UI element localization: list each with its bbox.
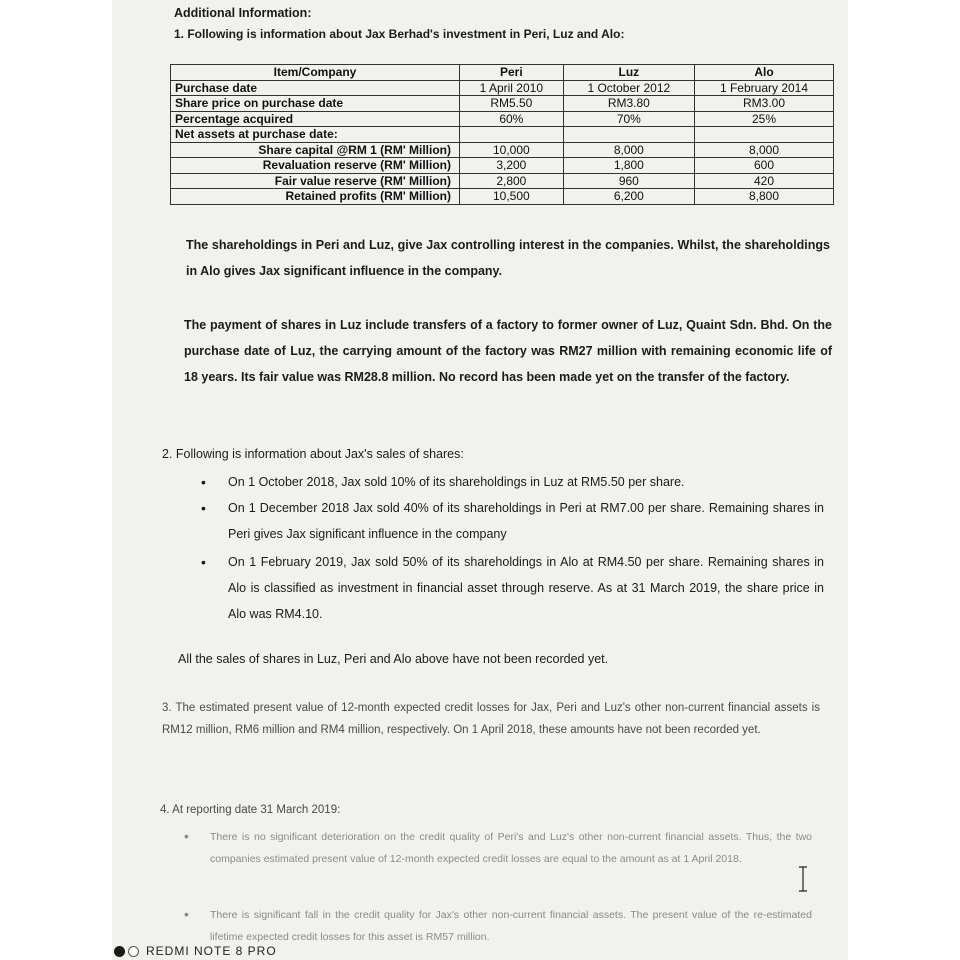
cell: 420 <box>695 173 834 189</box>
item2-bullet-3: On 1 February 2019, Jax sold 50% of its shareholdings in Alo at RM4.50 per share. Remaining shares in Alo is classified as investment in financial asset through reserve. As at 31 March 2019, the share price in Alo was RM4.10. <box>228 555 824 621</box>
cell: 8,800 <box>695 189 834 205</box>
cell: 25% <box>695 111 834 127</box>
row-label: Share price on purchase date <box>171 96 460 112</box>
table-row <box>171 127 834 143</box>
cell: 600 <box>695 158 834 174</box>
table-row <box>171 189 834 205</box>
bullet-icon: • <box>184 828 189 844</box>
subrow-label: Share capital @RM 1 (RM' Million) <box>258 142 451 157</box>
column-header-peri: Peri <box>460 65 564 81</box>
table-row <box>171 173 834 189</box>
item3-paragraph: 3. The estimated present value of 12-month expected credit losses for Jax, Peri and Luz's other non-current financial assets is RM12 million, RM6 million and RM4 million, respectively. On 1 April 2018, these amounts have not been recorded yet. <box>162 702 820 736</box>
cell: RM5.50 <box>460 96 564 112</box>
table-corner-header: Item/Company <box>171 65 460 81</box>
column-header-luz: Luz <box>563 65 694 81</box>
cell: 960 <box>563 173 694 189</box>
item1-paragraph-2: The payment of shares in Luz include transfers of a factory to former owner of Luz, Quaint Sdn. Bhd. On the purchase date of Luz, the carrying amount of the factory was RM27 million with remaining economic life of 18 years. Its fair value was RM28.8 million. No record has been made yet on the transfer of the factory. <box>184 318 832 384</box>
cell: 1 October 2012 <box>563 80 694 96</box>
bullet-icon: • <box>201 554 206 570</box>
document-page <box>112 0 848 960</box>
bullet-icon: • <box>201 500 206 516</box>
row-label: Percentage acquired <box>171 111 460 127</box>
subrow-label: Revaluation reserve (RM' Million) <box>262 158 451 172</box>
cell: 2,800 <box>460 173 564 189</box>
cell: 10,500 <box>460 189 564 205</box>
camera-watermark-ring-icon <box>128 946 139 957</box>
row-label: Net assets at purchase date: <box>171 127 460 143</box>
cell: 60% <box>460 111 564 127</box>
cell: 1,800 <box>563 158 694 174</box>
cell: 1 April 2010 <box>460 80 564 96</box>
page-content <box>112 0 848 960</box>
cell: 3,200 <box>460 158 564 174</box>
item4-bullet-2: There is significant fall in the credit quality for Jax's other non-current financial assets. The present value of the re-estimated lifetime expected credit losses for this asset is RM57 million. <box>210 909 812 943</box>
item4-title: 4. At reporting date 31 March 2019: <box>160 804 341 816</box>
subrow-label: Retained profits (RM' Million) <box>285 189 451 203</box>
item1-title: 1. Following is information about Jax Berhad's investment in Peri, Luz and Alo: <box>174 27 625 41</box>
camera-watermark: REDMI NOTE 8 PRO <box>146 944 277 958</box>
cell: 1 February 2014 <box>695 80 834 96</box>
text-cursor-icon <box>798 866 808 892</box>
item4-bullet-1: There is no significant deterioration on the credit quality of Peri's and Luz's other non-current financial assets. Thus, the two companies estimated present value of 12-month expected credit losses are equal to the amount as at 1 April 2018. <box>210 831 812 865</box>
column-header-alo: Alo <box>695 65 834 81</box>
cell: 8,000 <box>695 142 834 158</box>
bullet-icon: • <box>184 906 189 922</box>
cell: 10,000 <box>460 142 564 158</box>
subrow-label: Fair value reserve (RM' Million) <box>274 173 451 188</box>
cell: 70% <box>563 111 694 127</box>
item1-paragraph-1: The shareholdings in Peri and Luz, give Jax controlling interest in the companies. Whilst, the shareholdings in Alo gives Jax significant influence in the company. <box>186 238 830 278</box>
table-header-row <box>171 65 834 81</box>
bullet-icon: • <box>201 474 206 490</box>
cell: 6,200 <box>563 189 694 205</box>
item2-bullet-2: On 1 December 2018 Jax sold 40% of its shareholdings in Peri at RM7.00 per share. Remaining shares in Peri gives Jax significant influence in the company <box>228 501 824 541</box>
table-row <box>171 142 834 158</box>
heading: Additional Information: <box>174 6 312 20</box>
cell: RM3.00 <box>695 96 834 112</box>
table-row <box>171 111 834 127</box>
cell: 8,000 <box>563 142 694 158</box>
item2-note: All the sales of shares in Luz, Peri and Alo above have not been recorded yet. <box>178 652 609 666</box>
cell: RM3.80 <box>563 96 694 112</box>
investment-table <box>170 64 834 205</box>
table-row <box>171 80 834 96</box>
row-label: Purchase date <box>171 80 460 96</box>
item2-bullet-1: On 1 October 2018, Jax sold 10% of its shareholdings in Luz at RM5.50 per share. <box>228 475 685 489</box>
table-row <box>171 96 834 112</box>
table-row <box>171 158 834 174</box>
item2-title: 2. Following is information about Jax's sales of shares: <box>162 447 464 461</box>
camera-watermark-dot-icon <box>114 946 125 957</box>
